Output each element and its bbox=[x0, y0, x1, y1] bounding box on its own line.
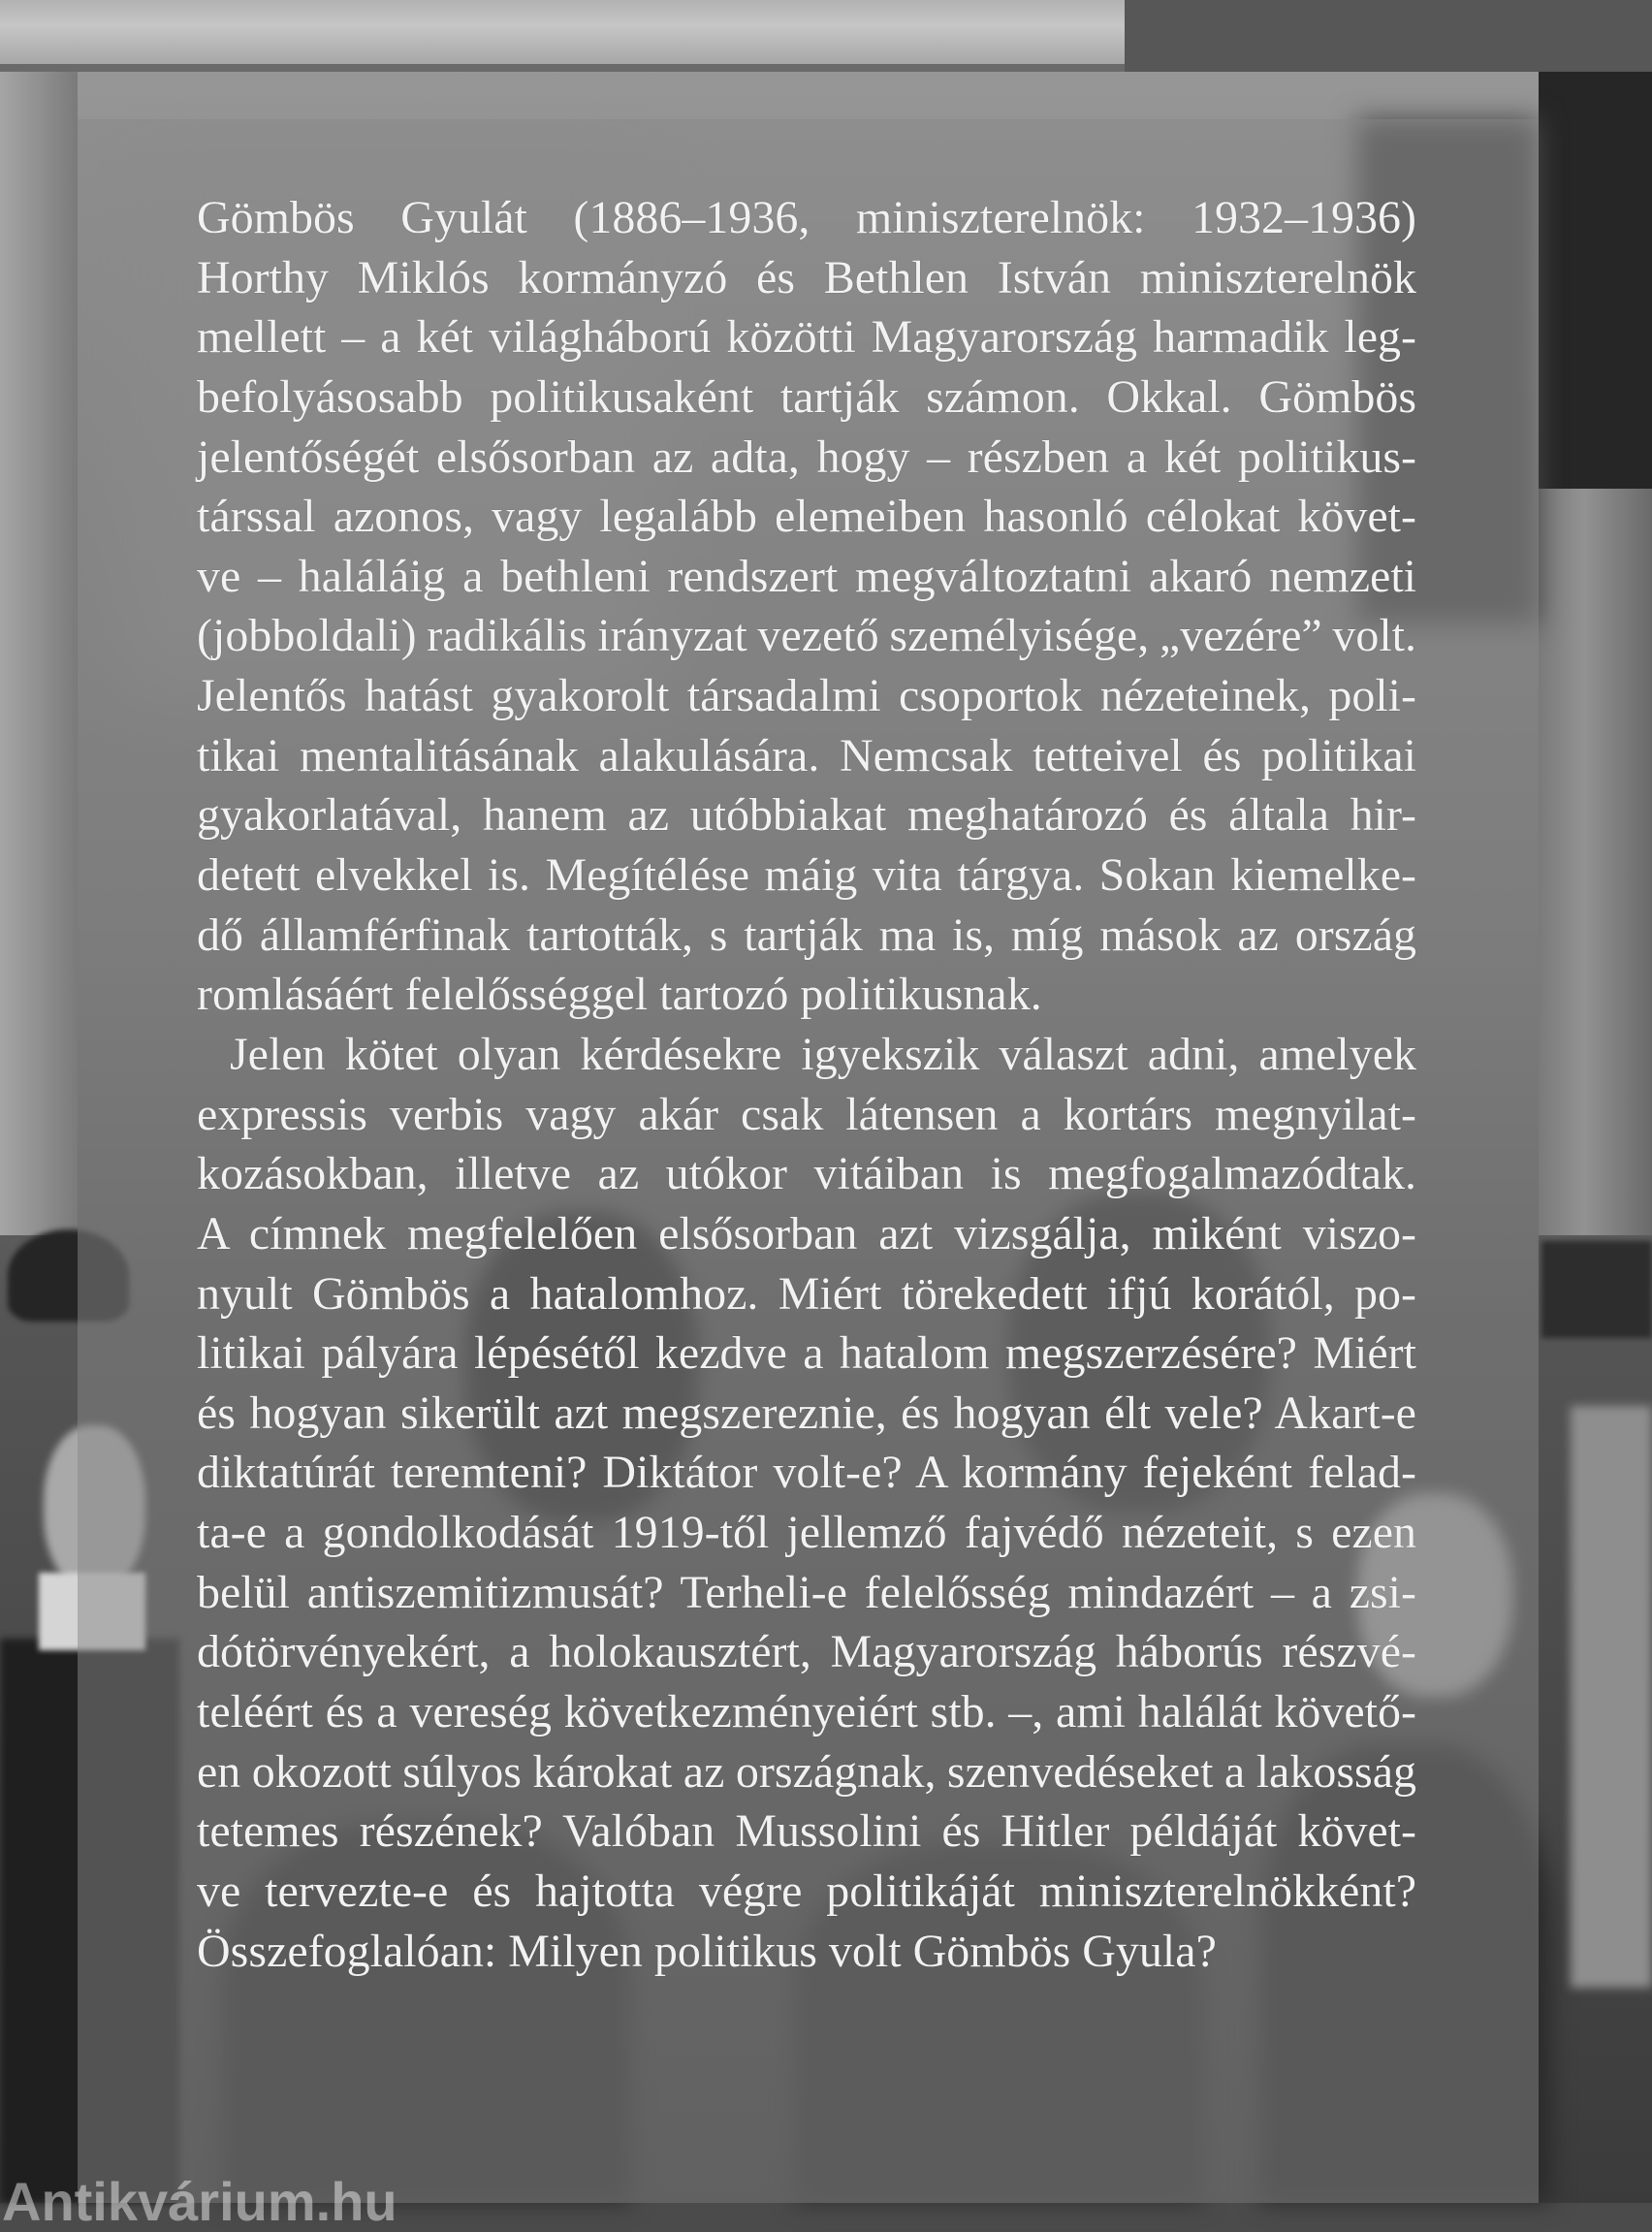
text-line bbox=[197, 367, 1416, 428]
text-line-text: társsal azonos, vagy legalább elemeiben hasonló célokat követ- bbox=[197, 491, 1416, 543]
text-line-text: ve tervezte-e és hajtotta végre politikáját miniszterelnökként? bbox=[197, 1865, 1416, 1917]
text-line-text: dő államférfinak tartották, s tartják ma is, míg mások az ország bbox=[197, 909, 1416, 961]
text-line bbox=[197, 1025, 1416, 1085]
text-line bbox=[197, 1443, 1416, 1503]
photo-building-cornice bbox=[0, 0, 1125, 72]
text-line bbox=[197, 1563, 1416, 1623]
text-line bbox=[197, 726, 1416, 786]
text-line bbox=[197, 1742, 1416, 1802]
text-line bbox=[197, 487, 1416, 547]
text-line-text: tikai mentalitásának alakulására. Nemcsak tetteivel és politikai bbox=[197, 729, 1416, 781]
text-line bbox=[197, 307, 1416, 367]
text-line-text: Jelentős hatást gyakorolt társadalmi csoportok nézeteinek, poli- bbox=[197, 670, 1416, 722]
text-line-text: detett elvekkel is. Megítélése máig vita tárgya. Sokan kiemelke- bbox=[197, 849, 1416, 902]
text-line-text: expressis verbis vagy akár csak látensen a kortárs megnyilat- bbox=[197, 1088, 1416, 1140]
text-line bbox=[197, 1862, 1416, 1922]
paragraph bbox=[197, 1025, 1416, 1981]
text-line-text: romlásáért felelősséggel tartozó politikusnak. bbox=[197, 969, 1042, 1021]
text-line-text: ta-e a gondolkodását 1919-től jellemző fajvédő nézeteit, s ezen bbox=[197, 1507, 1416, 1559]
text-line bbox=[197, 1323, 1416, 1384]
text-line bbox=[197, 1384, 1416, 1444]
text-line-text: (jobboldali) radikális irányzat vezető személyisége, „vezére” volt. bbox=[197, 610, 1416, 662]
watermark-clip bbox=[0, 2171, 407, 2232]
text-line-text: en okozott súlyos károkat az országnak, szenvedéseket a lakosság bbox=[197, 1745, 1416, 1798]
text-line-text: Jelen kötet olyan kérdésekre igyekszik választ adni, amelyek bbox=[230, 1028, 1416, 1080]
text-line-text: nyult Gömbös a hatalomhoz. Miért törekedett ifjú korától, po- bbox=[197, 1267, 1416, 1320]
text-line bbox=[197, 1204, 1416, 1264]
text-line-text: diktatúrát teremteni? Diktátor volt-e? A kormány fejeként felad- bbox=[197, 1447, 1416, 1499]
text-line bbox=[197, 248, 1416, 308]
text-line-text: ve – haláláig a bethleni rendszert megváltoztatni akaró nemzeti bbox=[197, 550, 1416, 602]
text-line-text: gyakorlatával, hanem az utóbbiakat meghatározó és általa hir- bbox=[197, 789, 1416, 842]
text-line bbox=[197, 1503, 1416, 1563]
text-line-text: mellett – a két világháború közötti Magyarország harmadik leg- bbox=[197, 311, 1416, 364]
text-line-text: litikai pályára lépésétől kezdve a hatalom megszerzésére? Miért bbox=[197, 1327, 1416, 1380]
text-line-text: tetemes részének? Valóban Mussolini és Hitler példáját követ- bbox=[197, 1805, 1416, 1858]
text-line bbox=[197, 428, 1416, 488]
photo-crowd-hat bbox=[1541, 1241, 1652, 1338]
text-line bbox=[197, 906, 1416, 966]
text-line bbox=[197, 1622, 1416, 1682]
text-line-text: kozásokban, illetve az utókor vitáiban is megfogalmazódtak. bbox=[197, 1148, 1416, 1200]
text-line-text: dótörvényekért, a holokausztért, Magyarország háborús részvé- bbox=[197, 1626, 1416, 1678]
text-line-text: belül antiszemitizmusát? Terheli-e felelősség mindazért – a zsi- bbox=[197, 1566, 1416, 1618]
text-line bbox=[197, 1922, 1416, 1982]
text-line bbox=[197, 1264, 1416, 1324]
blurb-text bbox=[197, 188, 1416, 1981]
watermark-text: Antikvárium.hu bbox=[2, 2171, 397, 2232]
photo-crowd-figure bbox=[1571, 1406, 1652, 1988]
text-line-text: Horthy Miklós kormányzó és Bethlen István miniszterelnök bbox=[197, 251, 1416, 303]
photo-building-top-right bbox=[1125, 0, 1652, 72]
text-line bbox=[197, 1682, 1416, 1742]
text-line bbox=[197, 1144, 1416, 1204]
text-line bbox=[197, 965, 1416, 1025]
text-line bbox=[197, 547, 1416, 607]
text-line-text: jelentőségét elsősorban az adta, hogy – részben a két politikus- bbox=[197, 430, 1416, 483]
text-line-text: teléért és a vereség következményeiért stb. –, ami halálát követő- bbox=[197, 1686, 1416, 1738]
text-line bbox=[197, 785, 1416, 845]
text-line bbox=[197, 1085, 1416, 1145]
text-line bbox=[197, 188, 1416, 248]
text-line bbox=[197, 606, 1416, 666]
text-line-text: Gömbös Gyulát (1886–1936, miniszterelnök: 1932–1936) bbox=[197, 192, 1416, 243]
text-line bbox=[197, 1802, 1416, 1862]
paragraph bbox=[197, 188, 1416, 1025]
text-line bbox=[197, 845, 1416, 906]
photo-building-column-right bbox=[1539, 489, 1652, 1235]
text-line-text: Összefoglalóan: Milyen politikus volt Gömbös Gyula? bbox=[197, 1925, 1217, 1977]
text-line-text: A címnek megfelelően elsősorban azt vizsgálja, miként viszo- bbox=[197, 1207, 1416, 1259]
text-line bbox=[197, 666, 1416, 726]
photo-building-doorway bbox=[1539, 72, 1652, 489]
text-line-text: befolyásosabb politikusaként tartják számon. Okkal. Gömbös bbox=[197, 370, 1416, 423]
photo-building-column-left bbox=[0, 72, 78, 1235]
text-line-text: és hogyan sikerült azt megszereznie, és hogyan élt vele? Akart-e bbox=[197, 1387, 1416, 1439]
